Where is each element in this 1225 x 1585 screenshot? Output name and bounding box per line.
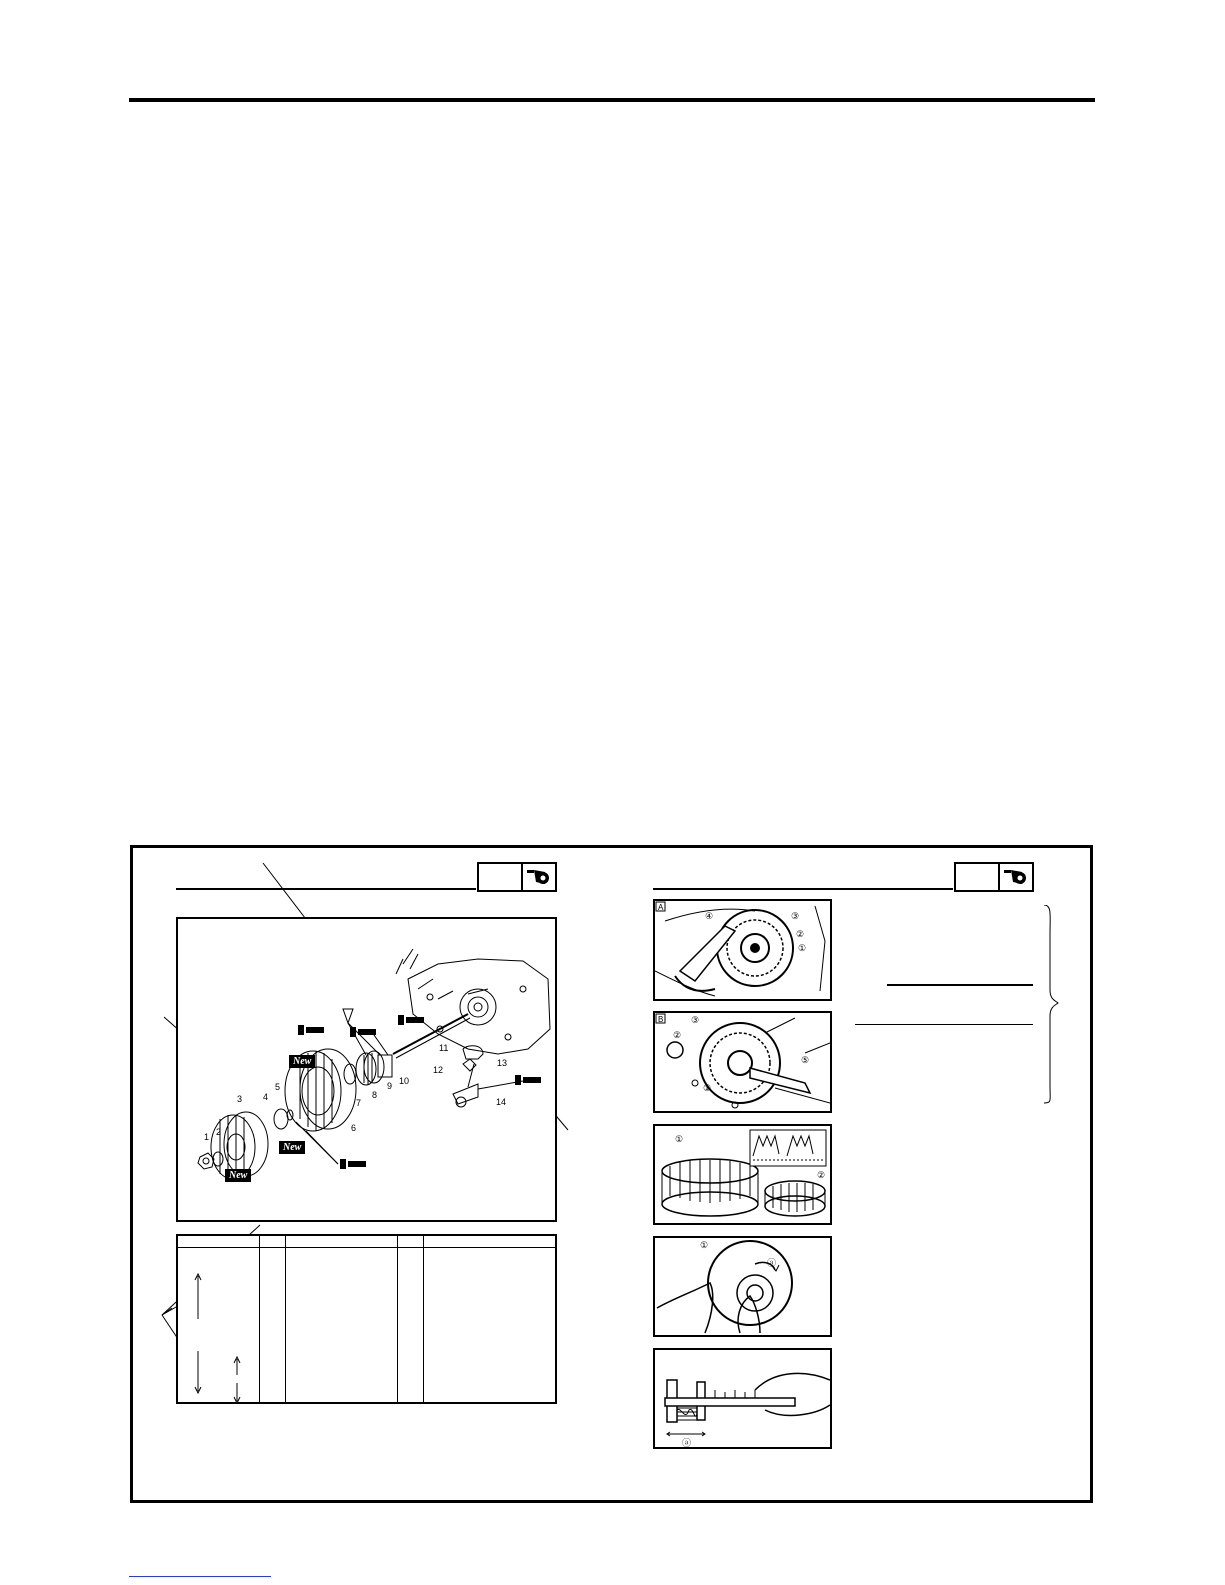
- photo-clutch-boss-holding: [653, 899, 832, 1001]
- exploded-view-panel: [176, 917, 557, 1222]
- callout: ⓐ: [767, 1258, 777, 1268]
- panel-label: B: [658, 1015, 664, 1024]
- photo-checking-housing: [653, 1236, 832, 1337]
- right-header-rule: [653, 888, 953, 890]
- photo-clutch-housing-holding: [653, 1011, 832, 1113]
- new-tag: New: [289, 1055, 315, 1068]
- callout: ⓐ: [682, 1438, 692, 1448]
- callout: ②: [817, 1170, 826, 1180]
- part-number-11: 11: [439, 1043, 449, 1053]
- table-column-divider: [285, 1236, 286, 1402]
- table-header-rule: [178, 1247, 555, 1248]
- photo-housing-and-boss: [653, 1124, 832, 1225]
- table-column-divider: [423, 1236, 424, 1402]
- callout: ⑤: [801, 1055, 810, 1065]
- footer-link-underline[interactable]: [129, 1576, 271, 1577]
- part-number-14: 14: [496, 1097, 507, 1107]
- table-order-arrows: [190, 1271, 250, 1406]
- right-header-iconbox: [954, 862, 1034, 892]
- part-number-2: 2: [216, 1127, 222, 1137]
- text-rule: [887, 984, 1033, 986]
- new-tag: New: [279, 1141, 305, 1154]
- text-rule: [855, 1024, 1033, 1025]
- part-number-5: 5: [275, 1082, 281, 1092]
- callout: ④: [705, 911, 714, 921]
- part-number-1: 1: [204, 1132, 210, 1142]
- parts-table: [176, 1234, 557, 1404]
- callout: ③: [791, 911, 800, 921]
- part-number-7: 7: [356, 1098, 362, 1108]
- tool-icon: [1002, 864, 1032, 890]
- part-number-9: 9: [387, 1081, 393, 1091]
- top-rule: [129, 98, 1095, 102]
- callout: ①: [798, 943, 807, 953]
- part-number-10: 10: [399, 1076, 410, 1086]
- part-number-13: 13: [497, 1058, 508, 1068]
- table-column-divider: [259, 1236, 260, 1402]
- callout: ①: [703, 1083, 712, 1093]
- callout: ①: [675, 1134, 684, 1144]
- photo-measuring-spring: [653, 1348, 832, 1449]
- part-number-12: 12: [433, 1065, 444, 1075]
- new-tag: New: [225, 1169, 251, 1182]
- callout: ②: [673, 1030, 682, 1040]
- callout: ②: [796, 929, 805, 939]
- brace-bracket: [1042, 905, 1062, 1105]
- part-number-4: 4: [263, 1092, 269, 1102]
- panel-label: A: [658, 903, 664, 912]
- callout: ①: [700, 1240, 709, 1250]
- part-number-6: 6: [351, 1123, 357, 1133]
- table-column-divider: [397, 1236, 398, 1402]
- callout: ③: [691, 1015, 700, 1025]
- part-number-8: 8: [372, 1090, 378, 1100]
- part-number-3: 3: [237, 1094, 243, 1104]
